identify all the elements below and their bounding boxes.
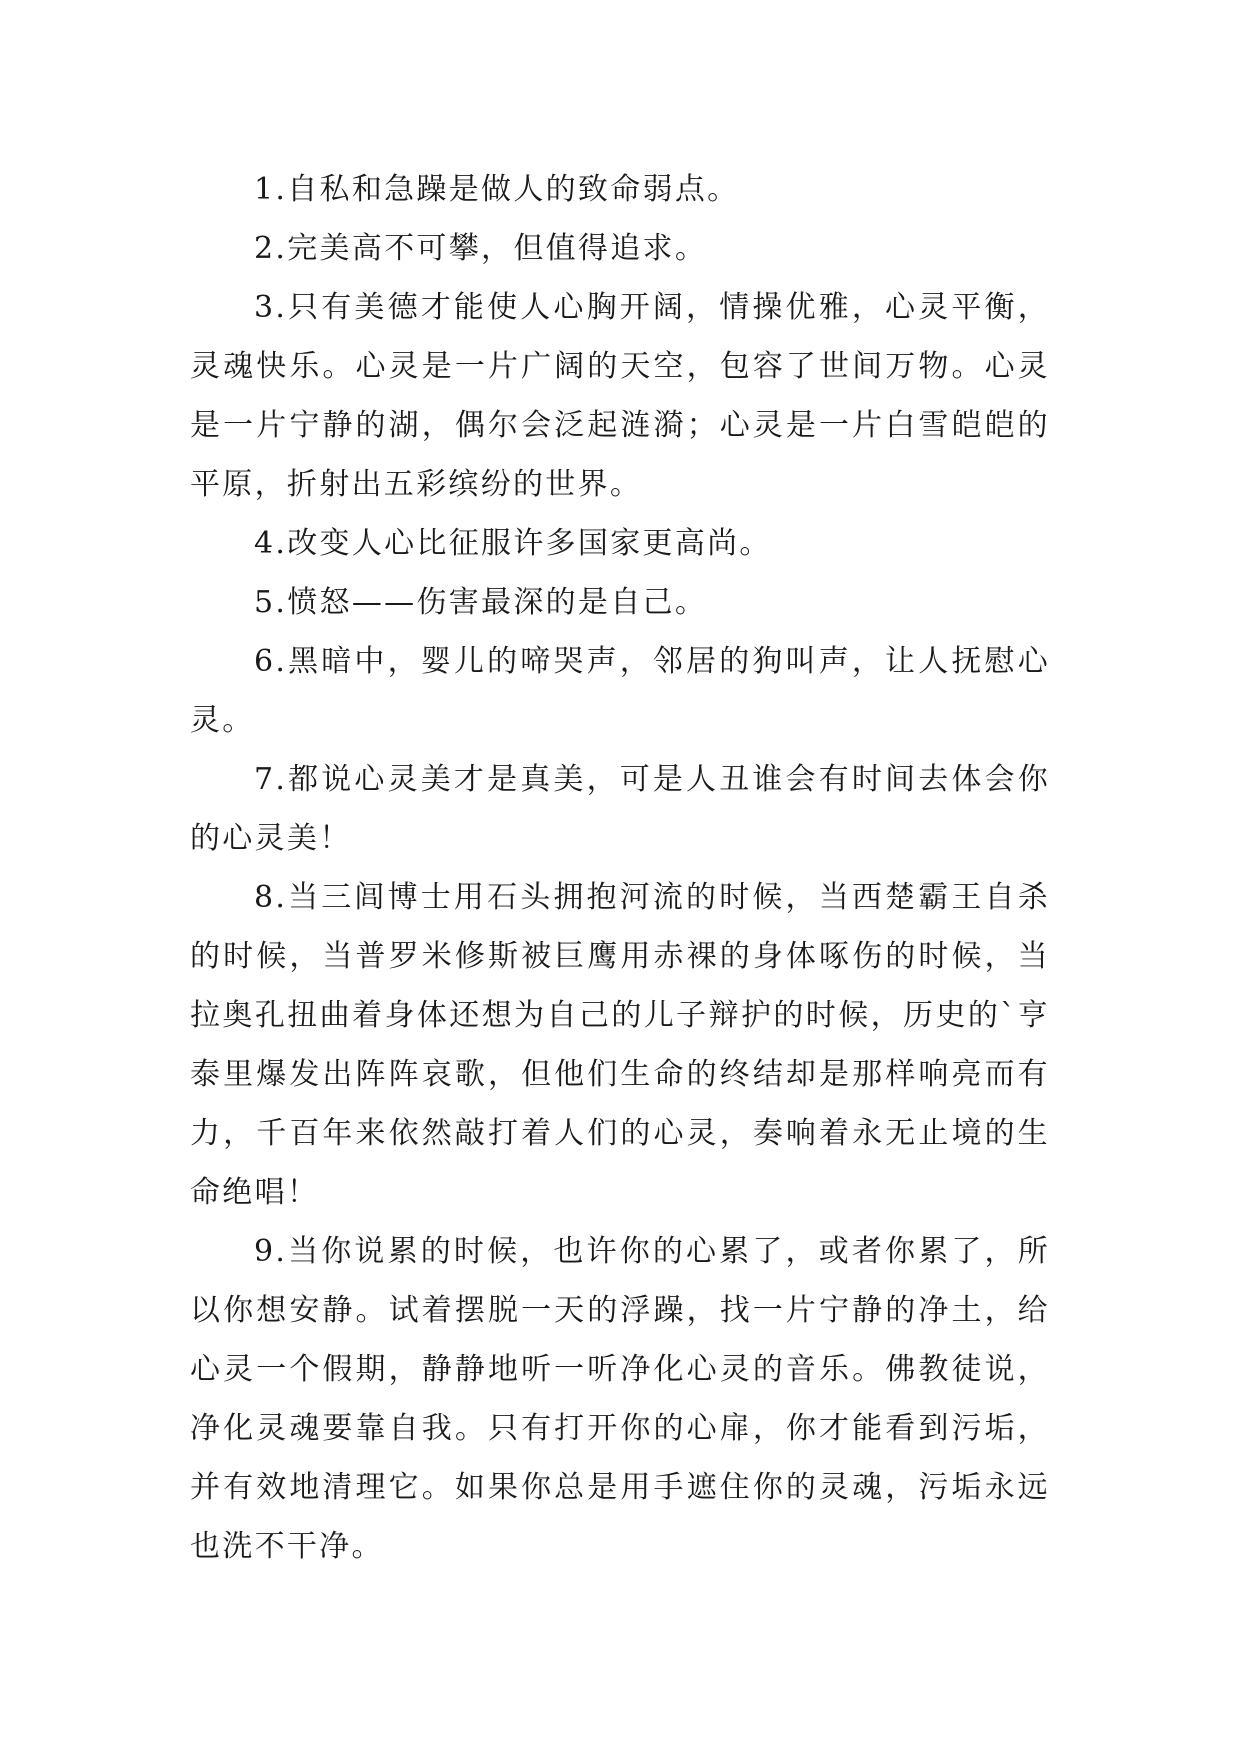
paragraph-5: 5.愤怒——伤害最深的是自己。 — [254, 585, 708, 620]
paragraph-4: 4.改变人心比征服许多国家更高尚。 — [254, 526, 772, 561]
paragraph-7: 7.都说心灵美才是真美，可是人丑谁会有时间去体会你的心灵美！ — [190, 762, 1050, 856]
paragraph-2: 2.完美高不可攀，但值得追求。 — [254, 231, 708, 266]
paragraph-3: 3.只有美德才能使人心胸开阔，情操优雅，心灵平衡，灵魂快乐。心灵是一片广阔的天空，包容了世间万物。心灵是一片宁静的湖，偶尔会泛起涟漪；心灵是一片白雪皑皑的平原，折射出五彩缤纷的世界。 — [190, 290, 1050, 502]
paragraph-1: 1.自私和急躁是做人的致命弱点。 — [254, 172, 740, 207]
paragraph-8: 8.当三闾博士用石头拥抱河流的时候，当西楚霸王自杀的时候，当普罗米修斯被巨鹰用赤裸的身体啄伤的时候，当拉奥孔扭曲着身体还想为自己的儿子辩护的时候，历史的`亨泰里爆发出阵阵哀歌，但他们生命的终结却是那样响亮而有力，千百年来依然敲打着人们的心灵，奏响着永无止境的生命绝唱！ — [190, 880, 1050, 1210]
paragraph-9: 9.当你说累的时候，也许你的心累了，或者你累了，所以你想安静。试着摆脱一天的浮躁，找一片宁静的净土，给心灵一个假期，静静地听一听净化心灵的音乐。佛教徒说，净化灵魂要靠自我。只有打开你的心扉，你才能看到污垢，并有效地清理它。如果你总是用手遮住你的灵魂，污垢永远也洗不干净。 — [190, 1234, 1050, 1564]
document-body — [190, 160, 1050, 1576]
paragraph-6: 6.黑暗中，婴儿的啼哭声，邻居的狗叫声，让人抚慰心灵。 — [190, 644, 1050, 738]
